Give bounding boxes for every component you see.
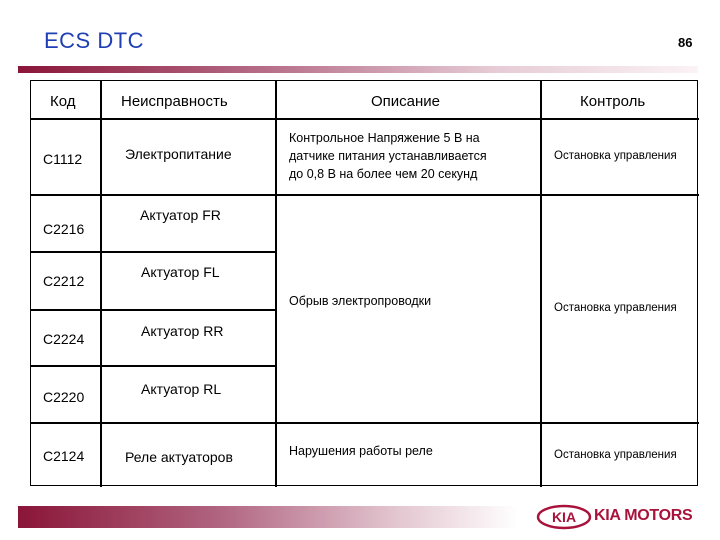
kia-motors-logo bbox=[536, 504, 700, 530]
dtc-code: C2212 bbox=[43, 273, 85, 289]
description-line: до 0,8 В на более чем 20 секунд bbox=[289, 167, 478, 181]
emblem-text: KIA bbox=[551, 509, 577, 525]
col-divider bbox=[540, 81, 542, 487]
dtc-fault: Актуатор RR bbox=[141, 323, 224, 339]
slide-title: ECS DTC bbox=[44, 28, 145, 53]
row-divider bbox=[31, 194, 699, 196]
dtc-code: C2224 bbox=[43, 331, 85, 347]
footer-gradient-bar bbox=[18, 506, 518, 528]
dtc-fault: Актуатор FR bbox=[140, 207, 221, 223]
description-line: датчике питания устанавливается bbox=[289, 149, 487, 163]
kia-emblem-icon bbox=[536, 504, 592, 530]
logo-text: KIA MOTORS bbox=[594, 507, 693, 524]
header-divider-bar bbox=[18, 66, 698, 73]
dtc-code: C1112 bbox=[43, 151, 83, 167]
dtc-code: C2216 bbox=[43, 221, 85, 237]
dtc-description: Обрыв электропроводки bbox=[289, 294, 432, 308]
dtc-description bbox=[289, 129, 487, 183]
dtc-table bbox=[30, 80, 698, 486]
header-code: Код bbox=[50, 93, 76, 110]
dtc-control: Остановка управления bbox=[554, 150, 677, 162]
row-divider bbox=[31, 251, 276, 253]
description-line: Контрольное Напряжение 5 В на bbox=[289, 131, 480, 145]
dtc-fault: Актуатор FL bbox=[141, 264, 220, 280]
page-number: 86 bbox=[678, 35, 693, 50]
dtc-fault: Электропитание bbox=[125, 146, 232, 162]
dtc-control: Остановка управления bbox=[554, 302, 677, 314]
header-fault: Неисправность bbox=[121, 93, 228, 110]
header-description: Описание bbox=[371, 93, 441, 110]
dtc-fault: Реле актуаторов bbox=[125, 449, 233, 465]
dtc-description: Нарушения работы реле bbox=[289, 444, 433, 458]
dtc-fault: Актуатор RL bbox=[141, 381, 222, 397]
row-divider bbox=[31, 309, 276, 311]
dtc-control: Остановка управления bbox=[554, 449, 677, 461]
col-divider bbox=[275, 81, 277, 487]
dtc-code: C2220 bbox=[43, 389, 85, 405]
row-divider bbox=[31, 365, 276, 367]
row-divider bbox=[31, 422, 699, 424]
header-control: Контроль bbox=[580, 93, 646, 110]
dtc-code: C2124 bbox=[43, 448, 85, 464]
col-divider bbox=[100, 81, 102, 487]
row-divider bbox=[31, 118, 699, 120]
